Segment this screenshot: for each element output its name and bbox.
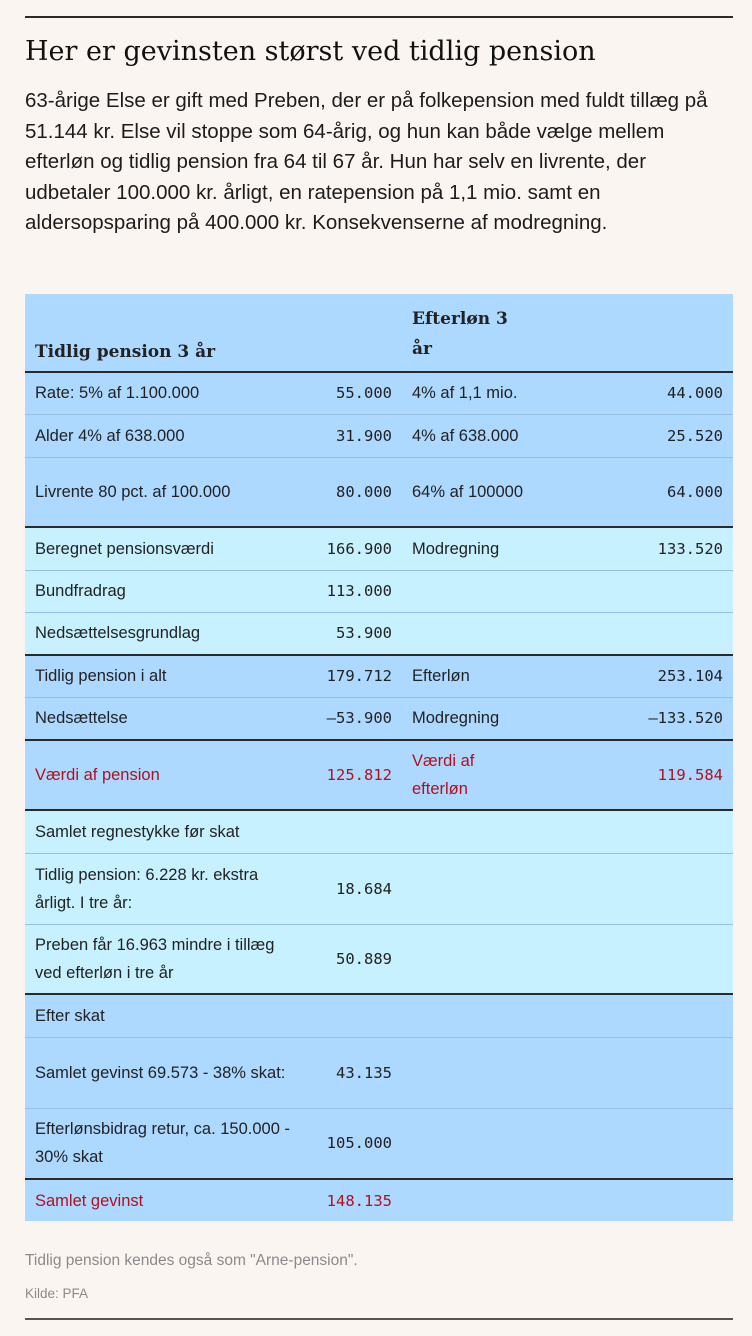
table-cell-value: 105.000 [305, 1108, 402, 1179]
table-cell-empty [402, 1108, 543, 1179]
table-cell-value: 179.712 [305, 655, 402, 697]
table-cell-value: 253.104 [543, 655, 733, 697]
source-credit: Kilde: PFA [25, 1286, 89, 1301]
table-cell-empty [543, 853, 733, 924]
headline: Her er gevinsten størst ved tidlig pension [25, 36, 596, 67]
header-empty-2 [543, 294, 733, 372]
table-cell-value: 119.584 [543, 740, 733, 810]
table-cell-value: –53.900 [305, 697, 402, 740]
table-cell-label: Rate: 5% af 1.100.000 [25, 372, 305, 414]
table-row [25, 372, 733, 414]
table-cell-label: Modregning [402, 697, 543, 740]
table-cell-value: 64.000 [543, 457, 733, 527]
table-cell-label: Samlet gevinst 69.573 - 38% skat: [25, 1037, 305, 1108]
table-cell-value: 43.135 [305, 1037, 402, 1108]
table-cell-empty [402, 853, 543, 924]
table-cell-label: Alder 4% af 638.000 [25, 414, 305, 457]
table-cell-empty [543, 1179, 733, 1221]
table-cell-empty [543, 1037, 733, 1108]
table-cell-empty [402, 570, 543, 612]
table-row [25, 924, 733, 994]
table-row [25, 570, 733, 612]
table-cell-value: 31.900 [305, 414, 402, 457]
table-cell-label: Livrente 80 pct. af 100.000 [25, 457, 305, 527]
table-cell-label: Efterløn [402, 655, 543, 697]
table-row [25, 414, 733, 457]
table-cell-empty [543, 612, 733, 655]
table-cell-value: 166.900 [305, 527, 402, 570]
table-row [25, 994, 733, 1037]
table-cell-label: Samlet gevinst [25, 1179, 305, 1221]
table-cell-value: 113.000 [305, 570, 402, 612]
table-cell-empty [402, 1179, 543, 1221]
table-cell-value: 148.135 [305, 1179, 402, 1221]
table-cell-label: Beregnet pensionsværdi [25, 527, 305, 570]
table-row [25, 457, 733, 527]
table-cell-empty [402, 1037, 543, 1108]
table-cell-value: 125.812 [305, 740, 402, 810]
table-cell-label: Nedsættelsesgrundlag [25, 612, 305, 655]
table-cell-empty [402, 612, 543, 655]
table-cell-label: Nedsættelse [25, 697, 305, 740]
table-cell-label: Værdi af pension [25, 740, 305, 810]
table-row-total [25, 1179, 733, 1221]
table-cell-label: Preben får 16.963 mindre i tillæg ved efterløn i tre år [25, 924, 305, 994]
table-cell-value: 25.520 [543, 414, 733, 457]
header-tidlig-pension: Tidlig pension 3 år [25, 294, 305, 372]
table-row [25, 612, 733, 655]
table-row [25, 810, 733, 853]
table-cell-value: 53.900 [305, 612, 402, 655]
table-row [25, 697, 733, 740]
table-cell-label: 4% af 638.000 [402, 414, 543, 457]
table-section-label: Efter skat [25, 994, 733, 1037]
table-row [25, 1108, 733, 1179]
table-row [25, 853, 733, 924]
table-header-row [25, 294, 733, 372]
table-cell-empty [402, 924, 543, 994]
comparison-table [25, 294, 733, 1221]
table-cell-empty [543, 570, 733, 612]
table-cell-value: 44.000 [543, 372, 733, 414]
header-empty-1 [305, 294, 402, 372]
table-cell-value: 50.889 [305, 924, 402, 994]
table-cell-value: 18.684 [305, 853, 402, 924]
table-cell-value: 55.000 [305, 372, 402, 414]
table-cell-label: Værdi af efterløn [402, 740, 543, 810]
table-cell-value: –133.520 [543, 697, 733, 740]
table-cell-label: Modregning [402, 527, 543, 570]
table-cell-label: Bundfradrag [25, 570, 305, 612]
table-section-label: Samlet regnestykke før skat [25, 810, 733, 853]
table-cell-label: Efterlønsbidrag retur, ca. 150.000 - 30% skat [25, 1108, 305, 1179]
footnote: Tidlig pension kendes også som "Arne-pension". [25, 1252, 358, 1269]
table-cell-label: Tidlig pension i alt [25, 655, 305, 697]
table-cell-empty [543, 1108, 733, 1179]
table-cell-label: Tidlig pension: 6.228 kr. ekstra årligt. I tre år: [25, 853, 305, 924]
bottom-rule [25, 1318, 733, 1320]
table-row [25, 1037, 733, 1108]
table-cell-value: 80.000 [305, 457, 402, 527]
table-cell-label: 64% af 100000 [402, 457, 543, 527]
table-cell-label: 4% af 1,1 mio. [402, 372, 543, 414]
table-cell-empty [543, 924, 733, 994]
table-cell-value: 133.520 [543, 527, 733, 570]
table-row [25, 655, 733, 697]
header-efterloen: Efterløn 3 år [402, 294, 543, 372]
table-row-highlight [25, 740, 733, 810]
intro-text: 63-årige Else er gift med Preben, der er på folkepension med fuldt tillæg på 51.144 kr. Else vil stoppe som 64-årig, og hun kan både vælge mellem efterløn og tidlig pension fra 64 til 67 år. Hun har selv en livrente, der udbetaler 100.000 kr. årligt, en ratepension på 1,1 mio. samt en aldersopsparing på 400.000 kr. Konsekvenserne af modregning. [25, 89, 708, 235]
table-row [25, 527, 733, 570]
top-rule [25, 16, 733, 18]
